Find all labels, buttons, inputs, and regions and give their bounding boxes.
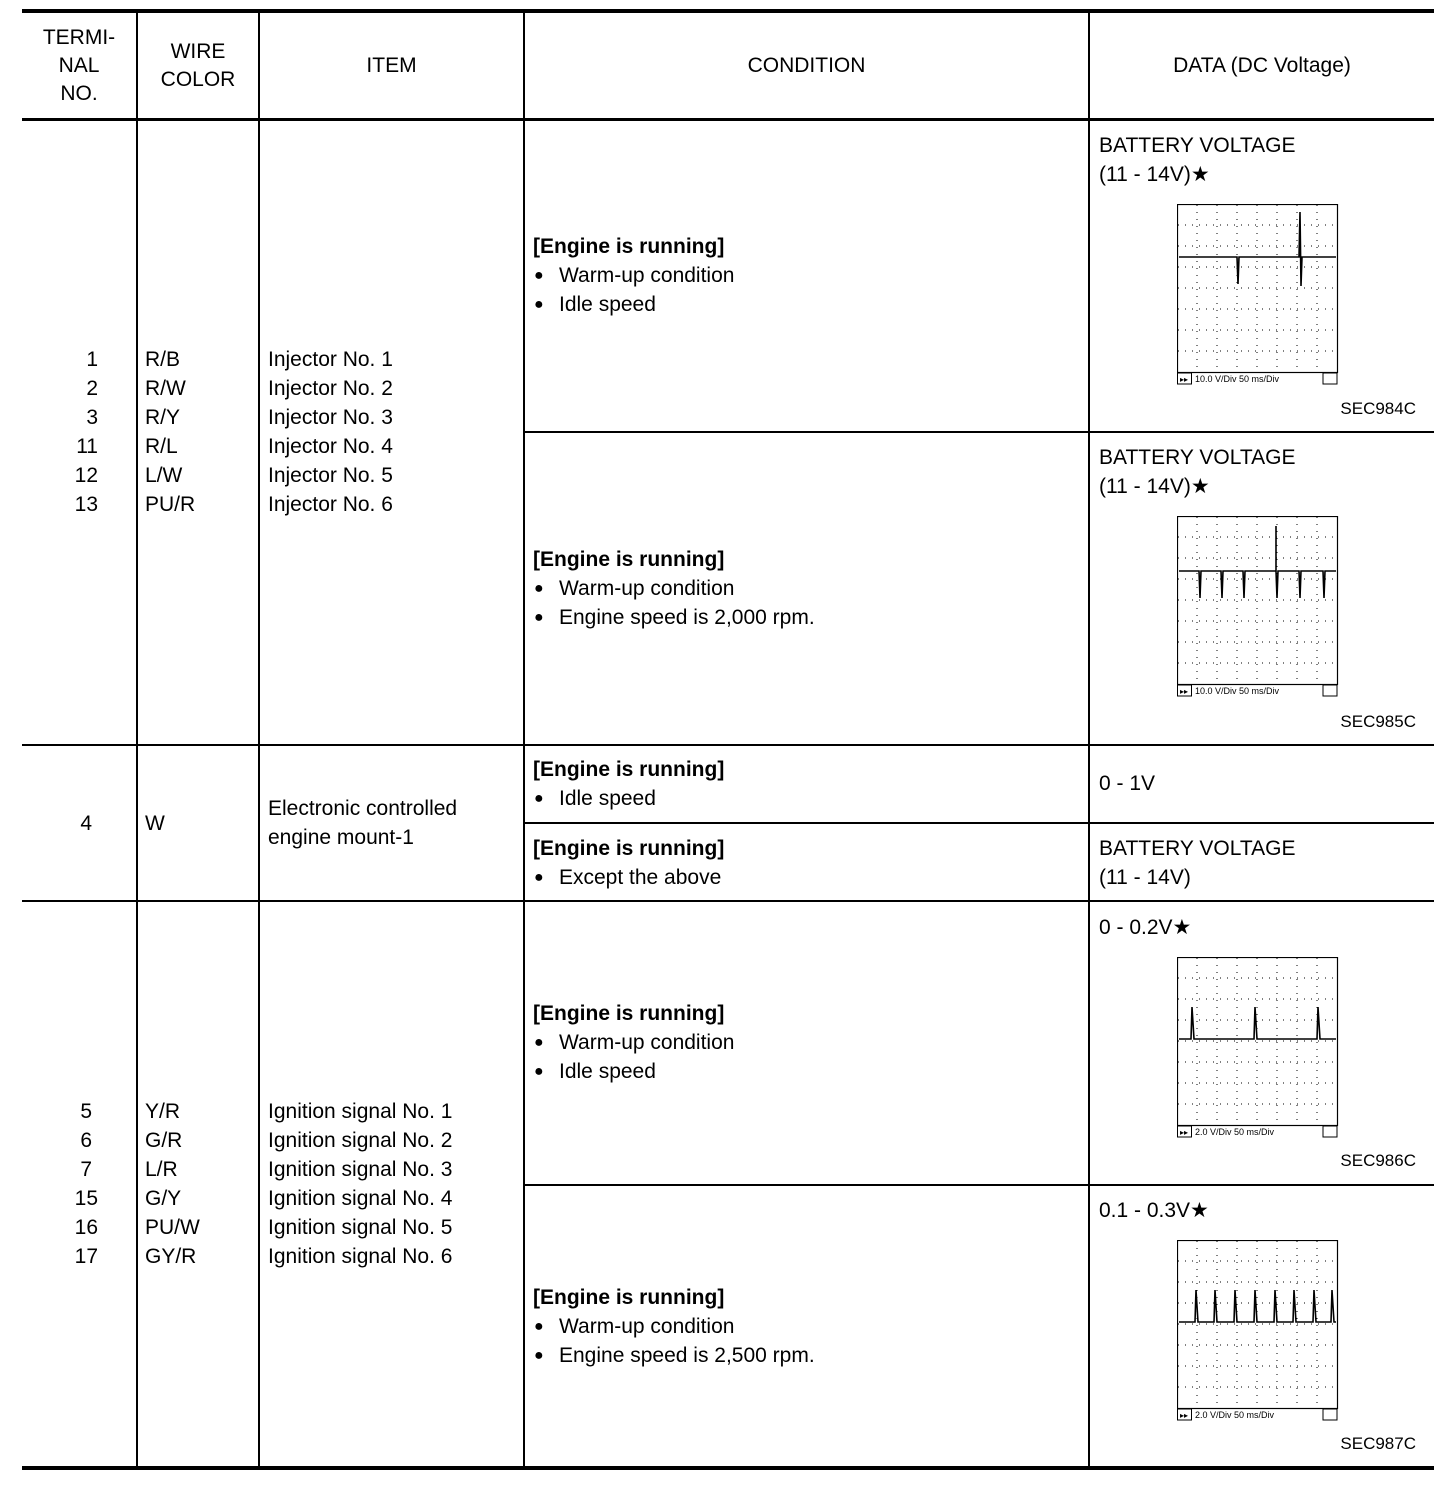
condition-block [533, 232, 734, 319]
scope-scale-label: 2.0 V/Div 50 ms/Div [1195, 1127, 1275, 1137]
data-value [1099, 131, 1295, 189]
condition-block [533, 1283, 815, 1370]
data-line: (11 - 14V)★ [1099, 163, 1210, 186]
item-name: Injector No. 1 [268, 348, 393, 371]
data-value [1099, 443, 1295, 501]
terminal-number: 5 [80, 1100, 92, 1123]
col-divider-1 [136, 11, 138, 1468]
table-bottom-rule [22, 1466, 1434, 1470]
oscilloscope-waveform [1177, 957, 1339, 1139]
scope-scale-label: 10.0 V/Div 50 ms/Div [1195, 686, 1280, 696]
table-top-rule [22, 9, 1434, 13]
injector-row-divider [523, 431, 1434, 433]
terminal-number: 7 [80, 1158, 92, 1181]
item-name: Ignition signal No. 5 [268, 1216, 453, 1239]
col-divider-3 [523, 11, 525, 1468]
condition-bullet: ● Warm-up condition [533, 261, 734, 290]
terminal-number: 3 [86, 406, 98, 429]
item-name: Injector No. 6 [268, 493, 393, 516]
scope-scale-label: 2.0 V/Div 50 ms/Div [1195, 1410, 1275, 1420]
condition-block [533, 545, 815, 632]
terminal-number: 16 [74, 1216, 98, 1239]
wire-color: GY/R [145, 1245, 197, 1268]
condition-title: [Engine is running] [533, 1002, 725, 1025]
item-name: Injector No. 4 [268, 435, 393, 458]
item-line: Electronic controlled [268, 797, 458, 820]
wire-color: G/Y [145, 1187, 182, 1210]
svg-text:▸▸: ▸▸ [1180, 375, 1189, 384]
item-name: Ignition signal No. 3 [268, 1158, 453, 1181]
condition-title: [Engine is running] [533, 548, 725, 571]
header-condition: CONDITION [747, 54, 866, 77]
condition-bullet: ● Idle speed [533, 290, 734, 319]
terminal-number: 17 [74, 1245, 98, 1268]
condition-title: [Engine is running] [533, 1286, 725, 1309]
figure-id: SEC986C [1340, 1151, 1416, 1170]
figure-id: SEC984C [1340, 399, 1416, 418]
col-divider-2 [258, 11, 260, 1468]
item-line: engine mount-1 [268, 826, 414, 849]
ignition-row-divider [523, 1184, 1434, 1186]
data-value: 0 - 0.2V★ [1099, 916, 1192, 939]
data-line: BATTERY VOLTAGE [1099, 446, 1296, 469]
data-line: BATTERY VOLTAGE [1099, 134, 1296, 157]
oscilloscope-waveform [1177, 1240, 1339, 1422]
data-line: (11 - 14V) [1099, 866, 1191, 889]
item-name [268, 794, 457, 852]
injector-row-bottom-rule [22, 744, 1434, 746]
item-name: Ignition signal No. 1 [268, 1100, 453, 1123]
mount-row-divider [523, 822, 1434, 824]
data-line: (11 - 14V)★ [1099, 475, 1210, 498]
terminal-number: 13 [74, 493, 98, 516]
terminal-number: 15 [74, 1187, 98, 1210]
wire-color: R/Y [145, 406, 181, 429]
wire-color: R/L [145, 435, 178, 458]
condition-bullet: ● Warm-up condition [533, 574, 815, 603]
wire-color: PU/R [145, 493, 196, 516]
condition-bullet: ● Warm-up condition [533, 1312, 815, 1341]
wire-color: W [145, 812, 165, 835]
figure-id: SEC987C [1340, 1434, 1416, 1453]
terminal-number: 2 [86, 377, 98, 400]
data-value: 0 - 1V [1099, 772, 1156, 795]
item-name: Injector No. 5 [268, 464, 393, 487]
item-name: Injector No. 3 [268, 406, 393, 429]
header-bottom-rule [22, 118, 1434, 121]
condition-bullet: ● Idle speed [533, 784, 724, 813]
header-terminal-no: TERMI- NAL NO. [42, 26, 116, 105]
oscilloscope-waveform [1177, 516, 1339, 698]
data-value: 0.1 - 0.3V★ [1099, 1199, 1209, 1222]
item-name: Ignition signal No. 2 [268, 1129, 453, 1152]
svg-text:▸▸: ▸▸ [1180, 1128, 1189, 1137]
terminal-number: 12 [74, 464, 98, 487]
condition-block [533, 834, 724, 892]
condition-bullet: ● Engine speed is 2,000 rpm. [533, 603, 815, 632]
data-line: BATTERY VOLTAGE [1099, 837, 1296, 860]
figure-id: SEC985C [1340, 712, 1416, 731]
condition-bullet: ● Warm-up condition [533, 1028, 734, 1057]
wire-color: PU/W [145, 1216, 200, 1239]
condition-title: [Engine is running] [533, 837, 725, 860]
condition-bullet: ● Engine speed is 2,500 rpm. [533, 1341, 815, 1370]
scope-scale-label: 10.0 V/Div 50 ms/Div [1195, 374, 1280, 384]
wire-color: Y/R [145, 1100, 181, 1123]
header-item: ITEM [366, 54, 417, 77]
svg-text:▸▸: ▸▸ [1180, 687, 1189, 696]
data-value [1099, 834, 1295, 892]
header-data: DATA (DC Voltage) [1173, 54, 1351, 77]
terminal-number: 11 [76, 435, 98, 458]
header-wire-color: WIRE COLOR [160, 40, 236, 91]
item-name: Injector No. 2 [268, 377, 393, 400]
svg-text:▸▸: ▸▸ [1180, 1411, 1189, 1420]
wire-color: R/B [145, 348, 181, 371]
condition-block [533, 999, 734, 1086]
condition-title: [Engine is running] [533, 758, 725, 781]
condition-bullet: ● Idle speed [533, 1057, 734, 1086]
terminal-number: 1 [86, 348, 98, 371]
terminal-number: 4 [80, 812, 92, 835]
condition-bullet: ● Except the above [533, 863, 724, 892]
wire-color: L/R [145, 1158, 178, 1181]
col-divider-4 [1088, 11, 1090, 1468]
oscilloscope-waveform [1177, 204, 1339, 386]
item-name: Ignition signal No. 6 [268, 1245, 453, 1268]
item-name: Ignition signal No. 4 [268, 1187, 453, 1210]
wire-color: L/W [145, 464, 183, 487]
wire-color: R/W [145, 377, 186, 400]
condition-title: [Engine is running] [533, 235, 725, 258]
wire-color: G/R [145, 1129, 183, 1152]
condition-block [533, 755, 724, 813]
mount-row-bottom-rule [22, 900, 1434, 902]
terminal-number: 6 [80, 1129, 92, 1152]
